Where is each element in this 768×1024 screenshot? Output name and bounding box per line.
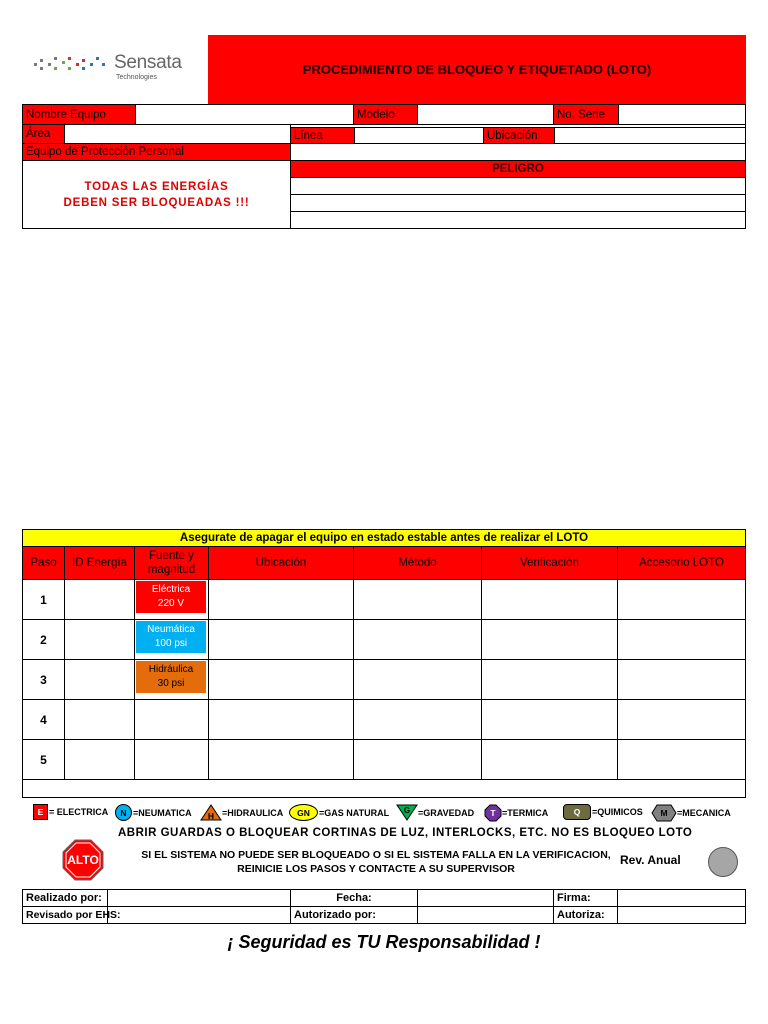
document-title: PROCEDIMIENTO DE BLOQUEO Y ETIQUETADO (LOTO) [208, 35, 746, 104]
peligro-row-2[interactable] [290, 194, 746, 212]
step-4-id-energia[interactable] [64, 699, 135, 740]
svg-text:T: T [490, 808, 496, 818]
chemical-rect-icon: Q [563, 804, 591, 820]
step-2-ubicacion[interactable] [208, 619, 354, 660]
step-3-paso: 3 [22, 659, 65, 700]
legend-label: =MECANICA [677, 808, 731, 818]
header-id-energia: ID Energía [64, 546, 135, 580]
legend-quimicos [563, 804, 643, 820]
step-3-ubicacion[interactable] [208, 659, 354, 700]
svg-text:H: H [207, 811, 215, 821]
field-autorizado[interactable] [417, 906, 554, 924]
field-revisado[interactable] [107, 906, 291, 924]
step-5-fuente [134, 739, 209, 780]
legend-gas-natural [289, 804, 389, 821]
label-realizado: Realizado por: [22, 889, 108, 907]
label-ubicacion: Ubicación [483, 127, 555, 144]
label-fecha: Fecha: [290, 889, 418, 907]
step-1-verificacion[interactable] [481, 579, 618, 620]
step-3-fuente [134, 659, 209, 700]
step-1-ubicacion[interactable] [208, 579, 354, 620]
guards-notice: ABRIR GUARDAS O BLOQUEAR CORTINAS DE LUZ, INTERLOCKS, ETC. NO ES BLOQUEO LOTO [118, 827, 693, 839]
header-paso: Paso [22, 546, 65, 580]
header-metodo: Método [353, 546, 482, 580]
field-linea[interactable] [354, 127, 484, 144]
hydraulic-triangle-icon [200, 804, 222, 821]
legend-gravedad [396, 804, 474, 821]
energy-swatch [136, 621, 206, 653]
legend-termica [484, 804, 548, 822]
legend-label: =QUIMICOS [592, 807, 643, 817]
sensata-logo-icon [32, 54, 112, 74]
label-area: Área [22, 124, 65, 144]
legend-label: =NEUMATICA [133, 807, 192, 818]
step-2-fuente [134, 619, 209, 660]
system-notice-line-2: REINICIE LOS PASOS Y CONTACTE A SU SUPERVISOR [237, 863, 515, 875]
thermal-octagon-icon [484, 804, 502, 822]
energy-swatch [136, 661, 206, 693]
energy-magnitude: 30 psi [157, 678, 185, 689]
field-realizado[interactable] [107, 889, 291, 907]
electrical-square-icon: E [33, 804, 48, 820]
label-linea: Línea [290, 127, 355, 144]
step-2-metodo[interactable] [353, 619, 482, 660]
step-1-accesorio[interactable] [617, 579, 746, 620]
label-no-serie: No. Serie [553, 104, 619, 125]
system-notice [116, 848, 636, 876]
legend-label: = ELECTRICA [49, 807, 109, 817]
step-2-accesorio[interactable] [617, 619, 746, 660]
energy-swatch [136, 741, 206, 773]
warning-box [22, 160, 291, 229]
peligro-header: PELIGRO [290, 160, 746, 178]
field-fecha[interactable] [417, 889, 554, 907]
step-5-metodo[interactable] [353, 739, 482, 780]
svg-text:G: G [403, 806, 411, 815]
steps-banner: Asegurate de apagar el equipo en estado estable antes de realizar el LOTO [22, 529, 746, 547]
step-2-paso: 2 [22, 619, 65, 660]
energy-magnitude: 220 V [157, 598, 185, 609]
rev-anual-indicator [708, 847, 738, 877]
header-verificacion: Verificación [481, 546, 618, 580]
footer-slogan: ¡ Seguridad es TU Responsabilidad ! [227, 932, 541, 952]
step-5-verificacion[interactable] [481, 739, 618, 780]
label-autorizado: Autorizado por: [290, 906, 418, 924]
step-4-ubicacion[interactable] [208, 699, 354, 740]
steps-table-footer-row [22, 779, 746, 798]
step-1-paso: 1 [22, 579, 65, 620]
label-modelo: Modelo [353, 104, 418, 125]
field-no-serie[interactable] [618, 104, 746, 125]
field-nombre-equipo[interactable] [135, 104, 354, 125]
warning-line-2: DEBEN SER BLOQUEADAS !!! [63, 196, 250, 209]
svg-text:ALTO: ALTO [67, 853, 99, 867]
field-modelo[interactable] [417, 104, 554, 125]
pneumatic-circle-icon: N [115, 804, 132, 821]
svg-text:M: M [660, 808, 668, 818]
legend-electrica [33, 804, 108, 820]
field-epp[interactable] [290, 143, 746, 161]
logo-wordmark: Sensata [114, 52, 182, 73]
rev-anual-label: Rev. Anual [620, 853, 681, 867]
peligro-row-3[interactable] [290, 211, 746, 229]
field-area[interactable] [64, 124, 291, 144]
field-ubicacion[interactable] [554, 127, 746, 144]
energy-source-name: Hidráulica [148, 664, 194, 675]
step-5-paso: 5 [22, 739, 65, 780]
energy-magnitude: 100 psi [154, 638, 188, 649]
label-revisado: Revisado por EHS: [22, 906, 108, 924]
step-1-fuente [134, 579, 209, 620]
step-4-metodo[interactable] [353, 699, 482, 740]
legend-label: =TERMICA [502, 808, 549, 818]
legend-hidraulica [200, 804, 283, 821]
step-1-id-energia[interactable] [64, 579, 135, 620]
system-notice-line-1: SI EL SISTEMA NO PUEDE SER BLOQUEADO O SI EL SISTEMA FALLA EN LA VERIFICACION, [141, 849, 611, 861]
legend-mecanica [651, 804, 731, 822]
header-accesorio: Accesorio LOTO [617, 546, 746, 580]
logo-subtitle: Technologies [116, 74, 157, 81]
gas-oval-icon: GN [289, 804, 318, 821]
field-autoriza[interactable] [617, 906, 746, 924]
step-4-accesorio[interactable] [617, 699, 746, 740]
energy-source-name: Eléctrica [151, 584, 191, 595]
energy-swatch [136, 701, 206, 733]
legend-label: =HIDRAULICA [222, 807, 284, 818]
label-firma: Firma: [553, 889, 618, 907]
label-epp: Equipo de Protección Personal [22, 143, 291, 161]
step-4-fuente [134, 699, 209, 740]
mechanical-hexagon-icon [651, 804, 677, 822]
step-4-verificacion[interactable] [481, 699, 618, 740]
step-2-verificacion[interactable] [481, 619, 618, 660]
energy-source-name: Neumática [147, 624, 195, 635]
step-5-ubicacion[interactable] [208, 739, 354, 780]
label-autoriza: Autoriza: [553, 906, 618, 924]
label-nombre-equipo: Nombre Equipo [22, 104, 136, 125]
step-2-id-energia[interactable] [64, 619, 135, 660]
step-3-metodo[interactable] [353, 659, 482, 700]
warning-line-1: TODAS LAS ENERGÍAS [84, 180, 229, 193]
field-firma[interactable] [617, 889, 746, 907]
header-ubicacion: Ubicación [208, 546, 354, 580]
step-4-paso: 4 [22, 699, 65, 740]
step-3-id-energia[interactable] [64, 659, 135, 700]
step-5-id-energia[interactable] [64, 739, 135, 780]
stop-sign-icon [62, 839, 104, 881]
header-fuente-magnitud: Fuente y magnitud [134, 546, 209, 580]
step-1-metodo[interactable] [353, 579, 482, 620]
legend-label: =GAS NATURAL [319, 807, 390, 818]
legend-neumatica [115, 804, 192, 821]
legend-label: =GRAVEDAD [418, 807, 475, 818]
peligro-row-1[interactable] [290, 177, 746, 195]
energy-swatch [136, 581, 206, 613]
step-5-accesorio[interactable] [617, 739, 746, 780]
step-3-accesorio[interactable] [617, 659, 746, 700]
step-3-verificacion[interactable] [481, 659, 618, 700]
gravity-triangle-icon [396, 804, 418, 821]
